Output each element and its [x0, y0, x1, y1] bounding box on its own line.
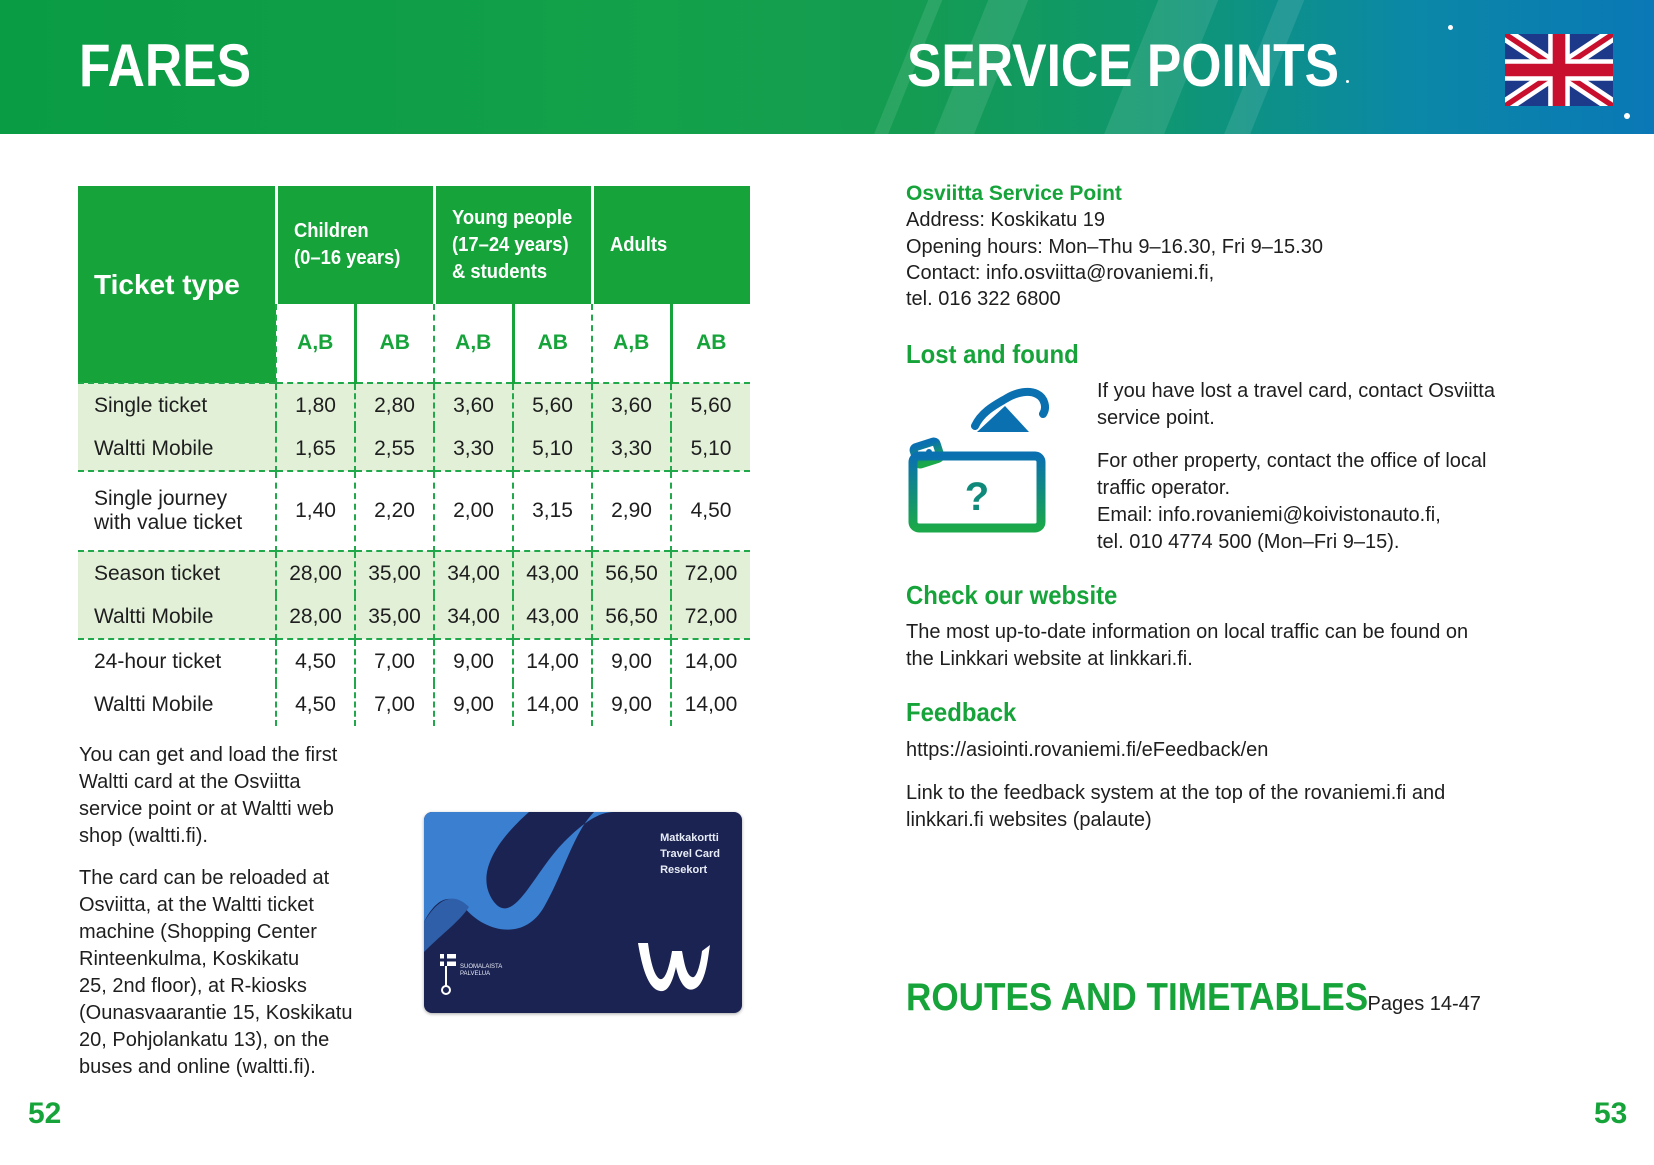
uk-flag-icon[interactable]: [1505, 34, 1613, 106]
service-point-contact[interactable]: Contact: info.osviitta@rovaniemi.fi,: [906, 262, 1215, 284]
zone-cell: A,B: [276, 304, 355, 383]
zone-cell: A,B: [434, 304, 513, 383]
table-row: [78, 551, 750, 595]
zone-cell: AB: [355, 304, 434, 383]
price-cell: 72,00: [671, 551, 750, 595]
service-point-hours: Opening hours: Mon–Thu 9–16.30, Fri 9–15.30: [906, 236, 1323, 258]
price-cell: 35,00: [355, 595, 434, 639]
group-adults-header: Adults: [592, 186, 750, 304]
table-row: [78, 383, 750, 427]
price-cell: 72,00: [671, 595, 750, 639]
price-cell: 4,50: [276, 683, 355, 726]
price-cell: 35,00: [355, 551, 434, 595]
price-cell: 14,00: [513, 683, 592, 726]
service-point-address: Address: Koskikatu 19: [906, 209, 1105, 231]
price-cell: 14,00: [671, 683, 750, 726]
zone-cell: AB: [513, 304, 592, 383]
price-cell: 1,40: [276, 471, 355, 551]
price-cell: 3,60: [592, 383, 671, 427]
price-cell: 5,10: [513, 427, 592, 471]
lost-text-1: If you have lost a travel card, contact Osviitta service point.: [1097, 380, 1495, 429]
sparkle: [1346, 80, 1349, 83]
price-cell: 2,90: [592, 471, 671, 551]
row-label: Waltti Mobile: [94, 692, 214, 716]
price-cell: 28,00: [276, 551, 355, 595]
waltti-info: [79, 742, 419, 1096]
table-row: [78, 427, 750, 471]
price-cell: 3,30: [592, 427, 671, 471]
group-children-header: Children (0–16 years): [276, 186, 434, 304]
waltti-paragraph-1: You can get and load the first Waltti card at the Osviitta service point or at Waltti web shop (waltti.fi).: [79, 744, 338, 847]
header-banner: [0, 0, 1654, 134]
card-logo-text: SUOMALAISTA PALVELUA: [460, 964, 502, 977]
routes-title: ROUTES AND TIMETABLES: [906, 976, 1369, 1019]
price-cell: 5,60: [513, 383, 592, 427]
table-row: [78, 639, 750, 683]
feedback-text: Link to the feedback system at the top of the rovaniemi.fi and linkkari.fi websites (palaute): [906, 782, 1446, 831]
routes-pages: Pages 14-47: [1367, 993, 1481, 1015]
price-cell: 2,80: [355, 383, 434, 427]
routes-heading: [906, 976, 1481, 1020]
page-number-left: 52: [28, 1097, 62, 1130]
price-cell: 43,00: [513, 595, 592, 639]
table-row: [78, 683, 750, 726]
price-cell: 9,00: [592, 683, 671, 726]
row-label: Single journey with value ticket: [78, 471, 276, 551]
table-row: [78, 595, 750, 639]
price-cell: 2,55: [355, 427, 434, 471]
price-cell: 4,50: [276, 639, 355, 683]
zone-cell: AB: [671, 304, 750, 383]
service-point-tel: tel. 016 322 6800: [906, 288, 1061, 310]
fares-title: FARES: [79, 32, 252, 99]
website-title: Check our website: [906, 580, 1118, 610]
svg-text:?: ?: [964, 475, 990, 519]
row-label: Waltti Mobile: [78, 427, 276, 471]
waltti-paragraph-2: The card can be reloaded at Osviitta, at the Waltti ticket machine (Shopping Center Rinteenkulma, Koskikatu 25, 2nd floor), at R-kiosks (Ounasvaarantie 15, Koskikatu 20, Pohjolankatu 13), on the buses and online (waltti.fi).: [79, 867, 353, 1078]
lost-box-icon: [907, 386, 1057, 534]
price-cell: 43,00: [513, 551, 592, 595]
feedback-url[interactable]: https://asiointi.rovaniemi.fi/eFeedback/en: [906, 739, 1269, 761]
travel-card-image: [424, 812, 742, 1013]
price-cell: 4,50: [671, 471, 750, 551]
price-cell: 28,00: [276, 595, 355, 639]
price-cell: 9,00: [434, 639, 513, 683]
price-cell: 9,00: [592, 639, 671, 683]
lost-and-found-title: Lost and found: [906, 339, 1079, 369]
service-point-name: Osviitta Service Point: [906, 182, 1122, 205]
price-cell: 2,20: [355, 471, 434, 551]
price-cell: 3,15: [513, 471, 592, 551]
row-label: Single ticket: [78, 383, 276, 427]
ticket-type-header: Ticket type: [78, 186, 276, 383]
service-points-title: SERVICE POINTS: [907, 32, 1340, 99]
price-cell: 1,80: [276, 383, 355, 427]
row-label: Waltti Mobile: [78, 595, 276, 639]
price-cell: 3,60: [434, 383, 513, 427]
price-cell: 5,60: [671, 383, 750, 427]
group-young-header: Young people (17–24 years) & students: [434, 186, 592, 304]
price-cell: 9,00: [434, 683, 513, 726]
row-label: 24-hour ticket: [78, 639, 276, 683]
price-cell: 34,00: [434, 551, 513, 595]
sparkle: [1448, 25, 1453, 30]
card-label: Matkakortti Travel Card Resekort: [660, 832, 720, 876]
price-cell: 14,00: [671, 639, 750, 683]
price-cell: 5,10: [671, 427, 750, 471]
price-cell: 56,50: [592, 595, 671, 639]
price-cell: 1,65: [276, 427, 355, 471]
table-row: [78, 471, 750, 551]
price-cell: 3,30: [434, 427, 513, 471]
price-cell: 7,00: [355, 683, 434, 726]
page-number-right: 53: [1594, 1097, 1628, 1130]
fares-table: [78, 186, 750, 726]
waltti-w-logo-icon: [634, 937, 714, 999]
price-cell: 14,00: [513, 639, 592, 683]
lost-text-2: For other property, contact the office of local traffic operator. Email: info.rovaniemi@koivistonauto.fi, tel. 010 4774 500 (Mon–Fri 9–15).: [1097, 450, 1487, 553]
price-cell: 7,00: [355, 639, 434, 683]
price-cell: 34,00: [434, 595, 513, 639]
sparkle: [1624, 113, 1630, 119]
website-text: The most up-to-date information on local traffic can be found on the Linkkari website at linkkari.fi.: [906, 621, 1469, 670]
zone-cell: A,B: [592, 304, 671, 383]
price-cell: 56,50: [592, 551, 671, 595]
feedback-title: Feedback: [906, 697, 1017, 727]
price-cell: 2,00: [434, 471, 513, 551]
row-label: Season ticket: [78, 551, 276, 595]
